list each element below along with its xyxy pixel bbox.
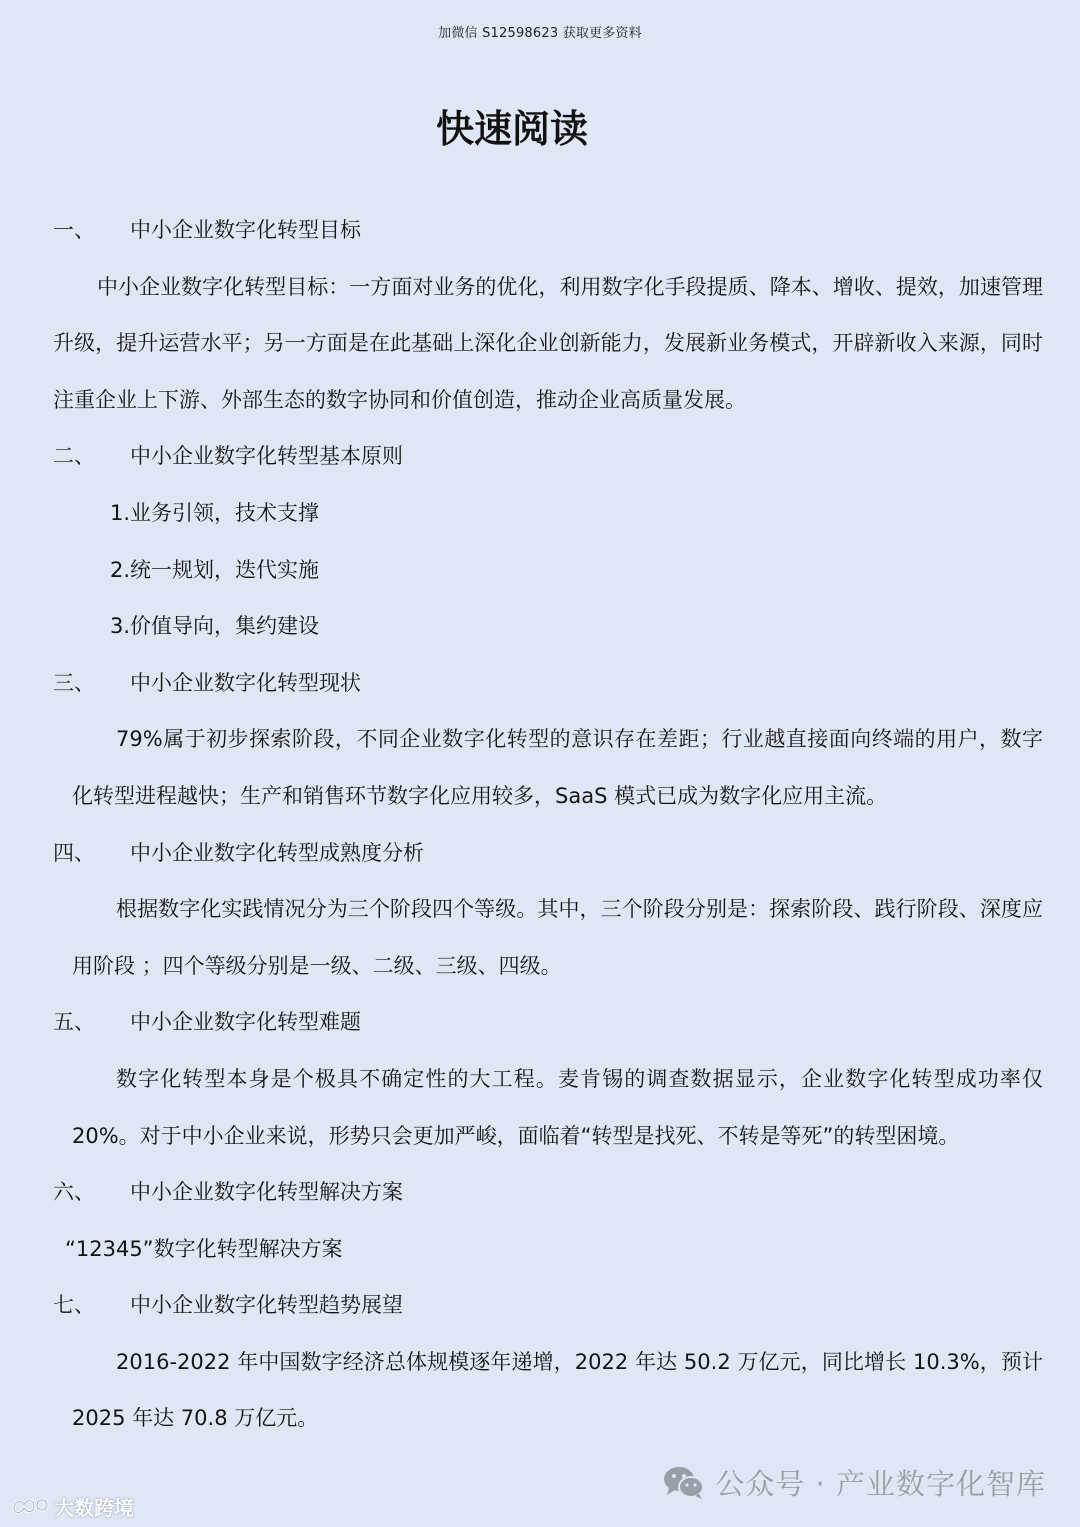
watermark-text: 大数跨境 bbox=[54, 1496, 134, 1520]
section-number: 七、 bbox=[53, 1293, 95, 1318]
section-heading-5 bbox=[53, 994, 1043, 1051]
section-title: 中小企业数字化转型现状 bbox=[130, 670, 361, 695]
section-paragraph-5: 数字化转型本身是个极具不确定性的大工程。麦肯锡的调查数据显示，企业数字化转型成功率仅20%。对于中小企业来说，形势只会更加严峻，面临着“转型是找死、不转是等死”的转型困境。 bbox=[72, 1066, 1043, 1148]
section-paragraph-7: 2016-2022 年中国数字经济总体规模逐年递增，2022 年达 50.2 万亿元，同比增长 10.3%，预计2025 年达 70.8 万亿元。 bbox=[72, 1349, 1043, 1431]
watermark bbox=[10, 1492, 134, 1521]
section-number: 三、 bbox=[53, 670, 95, 695]
section-heading-3 bbox=[53, 655, 1043, 712]
section-heading-1 bbox=[53, 202, 1043, 259]
section-number: 四、 bbox=[53, 840, 95, 865]
header-note: 加微信 S12598623 获取更多资料 bbox=[438, 26, 642, 41]
section-number: 六、 bbox=[53, 1180, 95, 1205]
section-heading-2 bbox=[53, 428, 1043, 485]
section-paragraph-3: 79%属于初步探索阶段，不同企业数字化转型的意识存在差距；行业越直接面向终端的用户，数字化转型进程越快；生产和销售环节数字化应用较多，SaaS 模式已成为数字化应用主流。 bbox=[72, 727, 1043, 808]
section-heading-4 bbox=[53, 825, 1043, 882]
section-title: 中小企业数字化转型解决方案 bbox=[130, 1180, 403, 1205]
section-title: 中小企业数字化转型难题 bbox=[130, 1010, 361, 1035]
section-number: 五、 bbox=[53, 1010, 95, 1035]
document-body bbox=[53, 202, 1043, 1447]
section-title: 中小企业数字化转型趋势展望 bbox=[130, 1293, 403, 1318]
wechat-icon bbox=[663, 1465, 705, 1501]
wechat-account-brand bbox=[663, 1462, 1046, 1503]
logo-icon bbox=[10, 1496, 50, 1518]
principle-item-2: 2.统一规划，迭代实施 bbox=[110, 557, 320, 582]
section-heading-6 bbox=[53, 1164, 1043, 1221]
section-paragraph-4: 根据数字化实践情况分为三个阶段四个等级。其中，三个阶段分别是：探索阶段、践行阶段、深度应用阶段 ；四个等级分别是一级、二级、三级、四级。 bbox=[72, 897, 1043, 978]
section-number: 一、 bbox=[53, 218, 95, 242]
section-heading-7 bbox=[53, 1277, 1043, 1334]
section-title: 中小企业数字化转型成熟度分析 bbox=[130, 840, 424, 865]
principle-item-3: 3.价值导向，集约建设 bbox=[110, 614, 320, 639]
section-title: 中小企业数字化转型目标 bbox=[130, 218, 361, 242]
section-title: 中小企业数字化转型基本原则 bbox=[130, 444, 403, 469]
section-paragraph-1: 中小企业数字化转型目标：一方面对业务的优化，利用数字化手段提质、降本、增收、提效，加速管理升级，提升运营水平；另一方面是在此基础上深化企业创新能力，发展新业务模式，开辟新收入来源，同时注重企业上下游、外部生态的数字协同和价值创造，推动企业高质量发展。 bbox=[53, 274, 1043, 412]
principle-item-1: 1.业务引领，技术支撑 bbox=[110, 500, 320, 525]
brand-text: 公众号 · 产业数字化智库 bbox=[715, 1467, 1046, 1501]
section-paragraph-6: “12345”数字化转型解决方案 bbox=[65, 1236, 343, 1261]
section-number: 二、 bbox=[53, 444, 95, 469]
page-title: 快速阅读 bbox=[435, 107, 588, 151]
